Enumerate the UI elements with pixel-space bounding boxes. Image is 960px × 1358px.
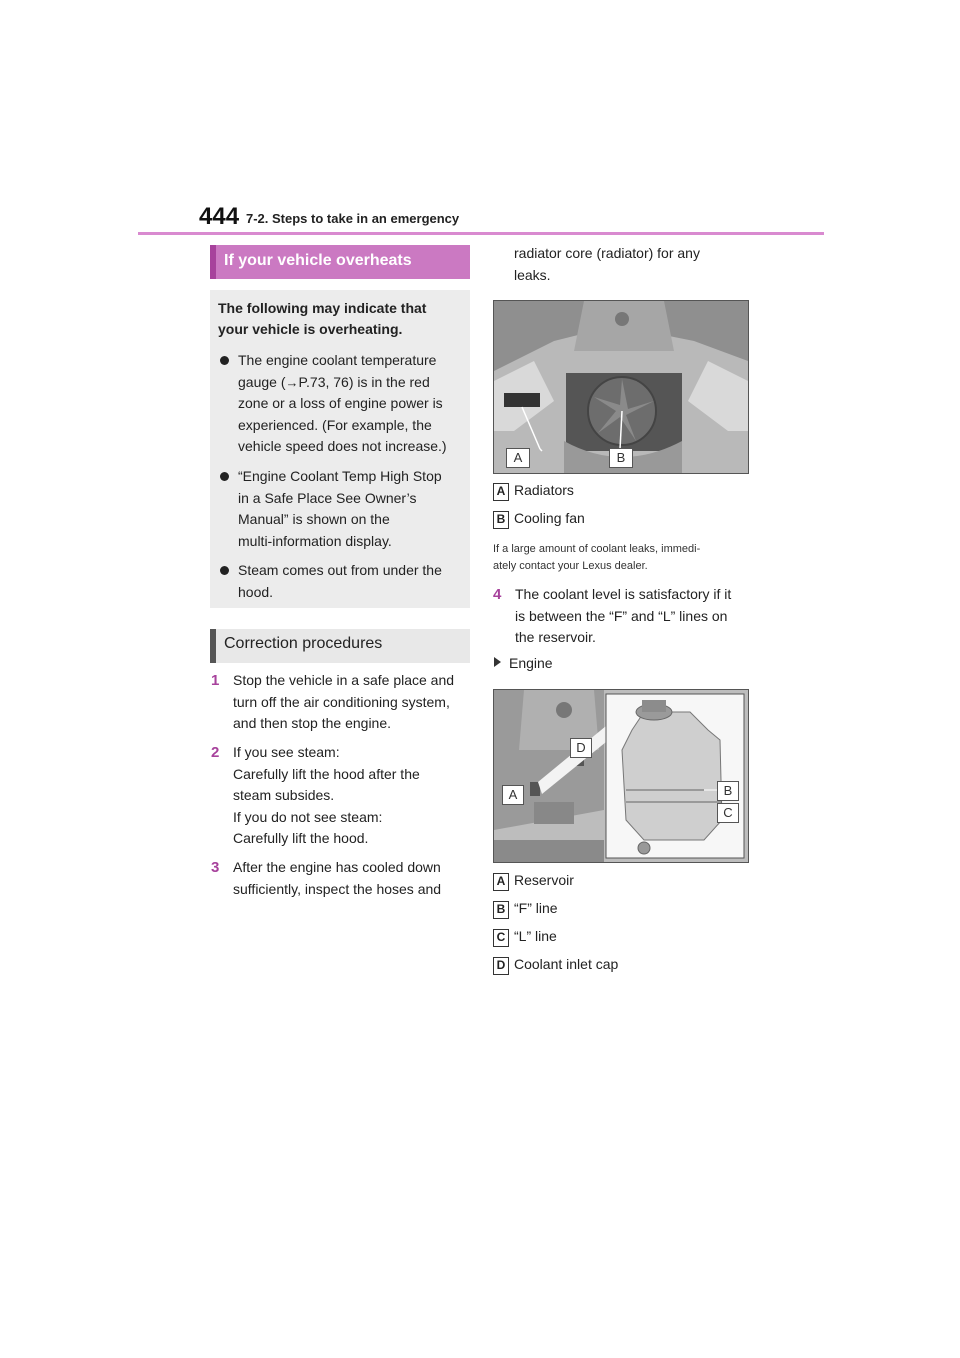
step-line: sufficiently, inspect the hoses and xyxy=(233,880,442,897)
bullet-line: Steam comes out from under the xyxy=(238,562,442,578)
bullet-line: gauge (→P.73, 76) is in the red xyxy=(238,373,430,390)
callout-d: D xyxy=(570,738,592,758)
triangle-right-icon xyxy=(494,657,501,667)
leak-note xyxy=(493,541,753,575)
step-number: 1 xyxy=(211,672,220,689)
step-line: After the engine has cooled down xyxy=(233,859,441,875)
reservoir-illustration xyxy=(494,690,748,862)
step-line: and then stop the engine. xyxy=(233,715,392,731)
legend-text: Radiators xyxy=(514,482,574,498)
bullet-line: experienced. (For example, the xyxy=(238,416,432,433)
legend-key: B xyxy=(493,511,509,529)
bullet-line: Manual” is shown on the xyxy=(238,511,390,527)
bullet-line: multi-information display. xyxy=(238,532,392,549)
overheat-intro: The following may indicate that your vehicle is overheating. xyxy=(218,300,427,337)
step-line: If you do not see steam: xyxy=(233,808,383,825)
callout-c: C xyxy=(717,803,739,823)
callout-b: B xyxy=(609,448,633,468)
legend-text: “L” line xyxy=(514,928,557,944)
engine-label: Engine xyxy=(494,655,553,671)
step-line: If you see steam: xyxy=(233,744,340,760)
step-line: steam subsides. xyxy=(233,787,335,803)
bullet-line: vehicle speed does not increase.) xyxy=(238,438,447,454)
legend-key: D xyxy=(493,957,509,975)
step-line: Stop the vehicle in a safe place and xyxy=(233,672,455,688)
overheat-heading-text: If your vehicle overheats xyxy=(224,252,412,269)
callout-a: A xyxy=(502,785,524,805)
legend-key: B xyxy=(493,901,509,919)
bullet-line: “Engine Coolant Temp High Stop xyxy=(238,468,442,484)
correction-heading-text: Correction procedures xyxy=(224,635,383,652)
bullet-dot-icon xyxy=(220,472,229,481)
note-line: ately contact your Lexus dealer. xyxy=(493,560,648,572)
step-number: 2 xyxy=(211,744,220,761)
reservoir-figure xyxy=(493,689,749,863)
bullet-dot-icon xyxy=(220,356,229,365)
legend-text: Reservoir xyxy=(514,872,574,888)
radiator-figure xyxy=(493,300,749,474)
heading-bar xyxy=(210,629,216,663)
callout-a: A xyxy=(506,448,530,468)
step-line: Carefully lift the hood after the xyxy=(233,765,420,782)
step-line: The coolant level is satisfactory if it xyxy=(515,586,732,602)
bullet-line: The engine coolant temperature xyxy=(238,352,437,368)
header-rule xyxy=(138,232,824,235)
section-title: 7-2. Steps to take in an emergency xyxy=(246,211,460,226)
bullet-line: in a Safe Place See Owner’s xyxy=(238,489,417,506)
legend-text: “F” line xyxy=(514,900,558,916)
arrow-right-icon: → xyxy=(285,374,299,390)
bullet-dot-icon xyxy=(220,566,229,575)
bullet-line: hood. xyxy=(238,583,274,600)
step-line: is between the “F” and “L” lines on xyxy=(515,607,728,624)
heading-bar xyxy=(210,245,216,279)
overheat-indicators-box xyxy=(210,290,470,608)
bullet-line: zone or a loss of engine power is xyxy=(238,395,443,411)
note-line: If a large amount of coolant leaks, immedi- xyxy=(493,543,701,555)
step-line: leaks. xyxy=(514,266,551,283)
legend-text: Coolant inlet cap xyxy=(514,956,619,972)
step-line: Carefully lift the hood. xyxy=(233,830,369,846)
step-number: 4 xyxy=(493,586,502,603)
step-number: 3 xyxy=(211,859,220,876)
page-number: 444 xyxy=(199,203,240,230)
legend-key: A xyxy=(493,873,509,891)
correction-heading xyxy=(210,629,470,663)
step-line: turn off the air conditioning system, xyxy=(233,693,450,710)
callout-b: B xyxy=(717,781,739,801)
legend-key: A xyxy=(493,483,509,501)
step-line: the reservoir. xyxy=(515,629,596,645)
step-line: radiator core (radiator) for any xyxy=(514,245,700,261)
legend-key: C xyxy=(493,929,509,947)
legend-text: Cooling fan xyxy=(514,510,585,526)
overheat-heading xyxy=(210,245,470,279)
